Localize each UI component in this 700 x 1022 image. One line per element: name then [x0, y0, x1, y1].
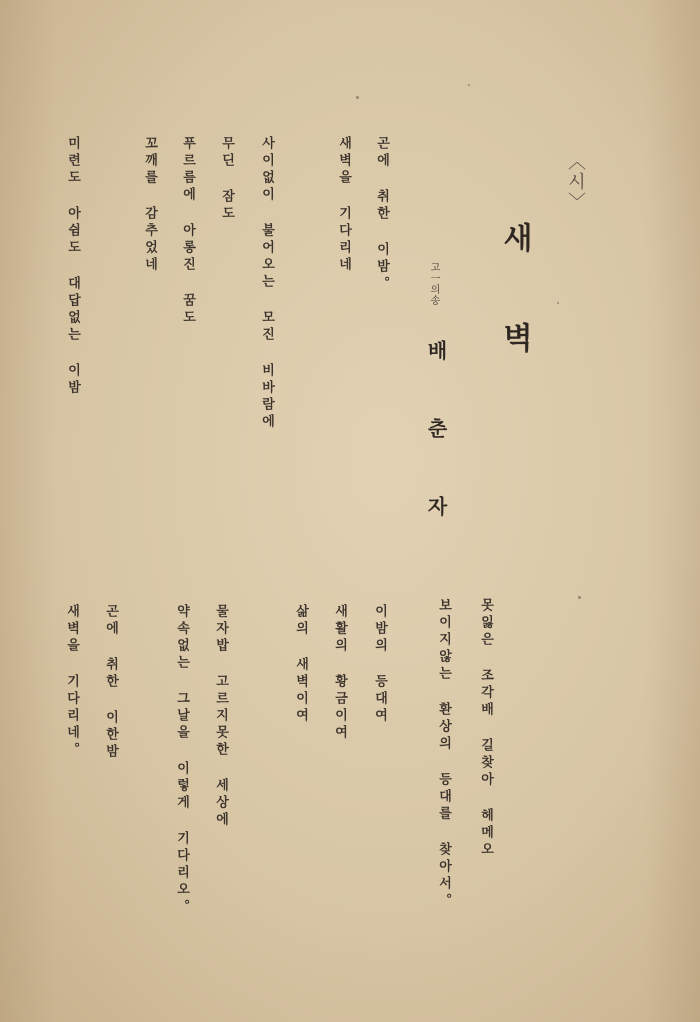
poem-line: 못잃은 조각배 길찾아 헤메오 [478, 598, 493, 859]
poem-line: 새활의 황금이여 [332, 604, 347, 742]
paper-speck [356, 96, 359, 99]
poem-line: 보이지않는 환상의 등대를 찾아서。 [436, 598, 451, 910]
section-label: 〈시〉 [565, 152, 586, 212]
paper-speck [557, 302, 559, 304]
author-affiliation: 고一의송 [428, 262, 439, 306]
poem-line: 곤에 취한 이밤。 [374, 136, 389, 293]
author-name: 배춘자 [424, 340, 448, 574]
poem-line: 새벽을 기다리네。 [64, 604, 79, 759]
poem-line: 약속없는 그날을 이렇게 기다리오。 [174, 604, 189, 916]
poem-title: 새벽 [497, 222, 532, 422]
paper-speck [468, 84, 470, 86]
paper-speck [578, 596, 581, 599]
poem-line: 꼬깨를 감추었네 [142, 136, 157, 274]
poem-line: 곤에 취한 이한밤 [103, 604, 118, 761]
poem-line: 푸르름에 아롱진 꿈도 [180, 136, 195, 327]
poem-line: 삶의 새벽이여 [293, 604, 308, 725]
poem-line: 미련도 아쉼도 대답없는 이밤 [65, 136, 80, 397]
poem-line: 이밤의 등대여 [372, 604, 387, 725]
poem-line: 새벽을 기다리네 [336, 136, 351, 274]
poem-line: 무딘 잠도 [219, 136, 234, 223]
poem-line: 사이없이 불어오는 모진 비바람에 [259, 136, 274, 431]
poem-line: 물자밥 고르지못한 세상에 [213, 604, 228, 829]
